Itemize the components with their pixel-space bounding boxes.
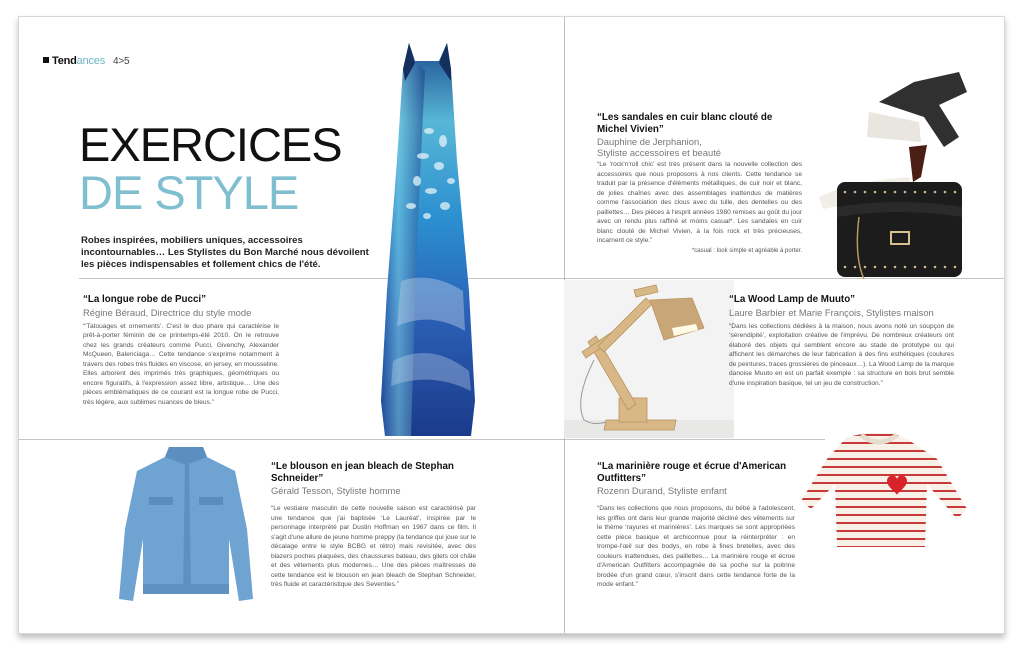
article-title: “La marinière rouge et écrue d'American Outfitters” (597, 461, 787, 484)
wood-lamp-image (564, 280, 734, 438)
article-mariniere (597, 461, 795, 590)
article-body: “‘Tatouages et ornements’. C'est le duo phare qui caractérise le prêt-à-porter féminin de ce printemps-été 2010. On le retrouve chez les grands créateurs comme Pucci, Givenchy, Alexander McQueen, Balenciaga… Cette tendance s'exprime notamment à travers des robes très fluides en viscose, en jersey, en mousseline. Elles arborent des imprimés très graphiques, géométriques ou encore figuratifs, à l'expression assez libre, artistique… Une des pièces emblématiques de ce courant est la longue robe de Pucci, très légère, aux sublimes nuances de bleus.” (83, 322, 279, 406)
section-name-part1: Tend (52, 55, 77, 67)
article-title: “Les sandales en cuir blanc clouté de Michel Vivien” (597, 112, 773, 135)
page-numbers: 4>5 (113, 56, 130, 67)
article-body: “Dans les collections que nous proposons, du bébé à l'adolescent, les griffes ont dans leur grande majorité décliné des vêtements sur le thème ‘rayures et marinières’. Les marques se sont appropriées cette pièce basique et archiconnue pour la réinterpréter : en trompe-l'œil sur des bodys, en robe à fines bretelles, avec des couleurs inattendues, des paillettes… La marinière rouge et écrue d'American Outfitters accompagnée de sa poche sur la poitrine brodée d'un grand cœur, s'inscrit dans cette tendance forte de la mode enfant.” (597, 505, 795, 588)
article-byline-line2: Styliste accessoires et beauté (597, 147, 722, 158)
striped-shirt-image (797, 429, 972, 554)
divider-right-bottom (565, 439, 825, 440)
article-body: “Dans les collections dédiées à la maison, nous avons noté un soupçon de ‘sérendipité’, exploitation créative de l'imprévu. De nombreux créateurs ont élaboré des objets qui semblent encore au stade de prototype ou qui affichent les démarches de leur fabrication à des fins esthétiques (coulures de peintures, traces grossières de pinceaux…). La Wood Lamp de la marque danoise Muuto en est un parfait exemple : sa structure en bois brut semble d'une inspiration basique, tel un jeu de construction.” (729, 322, 954, 387)
section-header (43, 55, 129, 67)
article-wood-lamp (729, 294, 954, 388)
sandal-and-bag-image (809, 67, 979, 282)
section-name-part2: ances (76, 55, 106, 67)
intro-paragraph: Robes inspirées, mobiliers uniques, accessoires incontournables… Les Stylistes du Bon Marché nous dévoilent les pièces indispensables et follement chics de l'été. (81, 235, 369, 270)
article-byline: Gérald Tesson, Styliste homme (271, 485, 401, 496)
article-byline: Rozenn Durand, Styliste enfant (597, 485, 727, 496)
article-title: “Le blouson en jean bleach de Stephan Schneider” (271, 461, 454, 484)
headline-line2: DE STYLE (79, 166, 299, 219)
denim-jacket-image (111, 439, 261, 609)
article-sandales (597, 112, 802, 254)
article-blouson (271, 461, 476, 590)
divider-left-top (79, 278, 564, 279)
article-body: “Le vestiaire masculin de cette nouvelle saison est caractérisé par une tendance que j'ai baptisée ‘Le Lauréat’, inspirée par le personnage interprété par Dustin Hoffman en 1967 dans ce film. Il s'agit d'une allure de jeune homme preppy (la tendance qui joue sur le décalage entre le style BCBG et rétro) mais revisitée, avec des blazers poches plaquées, des chaussures bateau, des gilets col châle et des vêtements plus modernes… Une des pièces maîtresses de cette tendance est le blouson en jean bleach de Stephan Schneider, très fluide et caractéristique des Seventies.” (271, 505, 476, 588)
dress-image (371, 41, 483, 441)
black-square-icon (43, 57, 49, 63)
article-byline: Régine Béraud, Directrice du style mode (83, 306, 252, 318)
article-title: “La longue robe de Pucci” (83, 294, 207, 305)
article-pucci (83, 294, 279, 407)
article-body: “Le ‘rock'n'roll chic’ est très présent dans la nouvelle collection des accessoires que nous proposons à nos clients. Cette tendance se traduit par la présence d'éléments métalliques, de cuir noir et blanc, de jolies chaînes avec des assemblages inattendus de matières comme l'association des clous avec du tulle, des dentelles ou des paillettes… Des pièces à l'esprit années 1980 remises au goût du jour avec un rendu plus raffiné et moins casual*. Les sandales en cuir blanc clouté de Michel Vivien, à la fois rock et très précieuses, incarnent ce style.” (597, 161, 802, 244)
article-footnote: *casual : look simple et agréable à porter. (691, 247, 802, 254)
article-byline: Laure Barbier et Marie François, Stylistes maison (729, 306, 934, 318)
magazine-spread (18, 16, 1005, 634)
headline-line1: EXERCICES (79, 118, 342, 171)
article-title: “La Wood Lamp de Muuto” (729, 294, 856, 305)
article-byline-line1: Dauphine de Jerphanion, (597, 136, 702, 147)
